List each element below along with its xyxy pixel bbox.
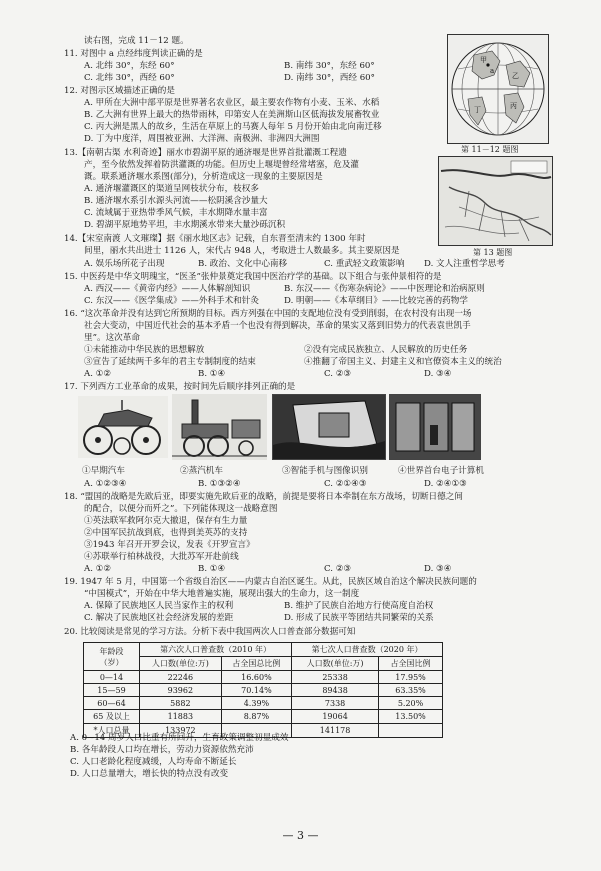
row-age: 0—14 — [84, 671, 140, 684]
subheader-pct-2020: 占全国比例 — [379, 657, 443, 671]
q17-picture-label-1: ①早期汽车 — [82, 466, 125, 476]
early-car-picture — [78, 396, 168, 458]
q11-option-c: C. 北纬 30°，西经 60° — [84, 73, 175, 83]
q15-option-b: B. 东汉——《伤寒杂病论》——中医理论和治病原则 — [284, 284, 485, 294]
q14-line1: 14.【宋室南渡 人文璀璨】据《丽水地区志》记载，自东晋至清末约 1300 年时 — [64, 234, 366, 244]
q18-option-b: B. ①④ — [198, 564, 226, 574]
q16-item-4: ④推翻了帝国主义、封建主义和官僚资本主义的统治 — [304, 357, 502, 367]
row-age: 15—59 — [84, 684, 140, 697]
q14-line2: 间里，丽水共出进士 1126 人，宋代占 948 人，考取进士人数最多。其主要原因是 — [84, 246, 400, 256]
globe-label-a: a — [490, 67, 495, 75]
q15-stem: 15. 中医药是中华文明瑰宝，“医圣”张仲景奠定我国中医治疗学的基础。以下组合与张仲景相符的是 — [64, 272, 442, 282]
row-age: 65 及以上 — [84, 710, 140, 724]
q19-option-c: C. 解决了民族地区社会经济发展的差距 — [84, 613, 234, 623]
q16-item-1: ①未能推动中华民族的思想解放 — [84, 345, 205, 355]
subheader-pop-2010: 人口数(单位:万) — [139, 657, 221, 671]
q17-picture-label-4: ④世界首台电子计算机 — [398, 466, 484, 476]
q12-option-b: B. 乙大洲有世界上最大的热带雨林，印第安人在美洲斯山区低海拔发展畜牧业 — [84, 110, 380, 120]
table-row — [84, 697, 443, 710]
row-pct-2020: 17.95% — [379, 671, 443, 684]
q20-stem: 20. 比较阅读是常见的学习方法。分析下表中我国两次人口普查部分数据可知 — [64, 627, 356, 637]
q12-option-a: A. 甲所在大洲中部平原是世界著名农业区，最主要农作物有小麦、玉米、水稻 — [84, 98, 380, 108]
q12-stem: 12. 对图示区域描述正确的是 — [64, 86, 175, 96]
q16-option-b: B. ①④ — [198, 369, 226, 379]
water-system-map-icon — [439, 157, 552, 245]
row-pct-2020: 13.50% — [379, 710, 443, 724]
table-header-row — [84, 643, 443, 657]
q13-line3: 溉。联系通济堰水系图(部分)，分析造成这一现象的主要原因是 — [84, 172, 323, 182]
page-number: — 3 — — [282, 829, 319, 842]
row-pop-2020: 141178 — [292, 724, 379, 738]
header-age — [84, 643, 140, 671]
q13-option-b: B. 通济堰水系引水源头河流——松阴溪含沙量大 — [84, 196, 268, 206]
q12-option-d: D. 丁为中度洋，周围被亚洲、大洋洲、南极洲、非洲四大洲围 — [84, 134, 320, 144]
q15-option-c: C. 东汉——《医学集成》——外科手术和针灸 — [84, 296, 260, 306]
q18-item-2: ②中国军民抗战到底，也得到美英苏的支持 — [84, 528, 248, 538]
population-census-table — [83, 642, 443, 738]
row-pct-2020 — [379, 724, 443, 738]
q17-stem: 17. 下列西方工业革命的成果，按时间先后顺序排列正确的是 — [64, 382, 296, 392]
intro-text: 读右图，完成 11－12 题。 — [84, 36, 189, 46]
steam-locomotive-picture — [172, 394, 267, 460]
globe-map-figure — [447, 34, 549, 144]
q17-option-b: B. ①③②④ — [198, 479, 241, 489]
early-car-icon — [78, 396, 168, 458]
table-row — [84, 684, 443, 697]
row-pct-2020: 5.20% — [379, 697, 443, 710]
header-age-unit: （岁） — [99, 657, 124, 667]
globe-map-icon — [448, 35, 548, 143]
globe-label-bing: 丙 — [510, 102, 517, 110]
q14-option-b: B. 政治、文化中心南移 — [198, 259, 288, 269]
q13-option-c: C. 流域属于亚热带季风气候，丰水期降水量丰富 — [84, 208, 268, 218]
q12-option-c: C. 丙大洲是黑人的故乡，生活在草原上的马赛人每年 5 月份开始由北向南迁移 — [84, 122, 382, 132]
q13-line2: 产，至今依然发挥着防洪灌溉的功能。但历史上堰堤曾经常堵塞，危及灌 — [84, 160, 360, 170]
q11-stem: 11. 对图中 a 点经纬度判读正确的是 — [64, 49, 203, 59]
q18-option-c: C. ②③ — [324, 564, 352, 574]
q18-item-3: ③1943 年召开开罗会议，发表《开罗宣言》 — [84, 540, 255, 550]
row-pop-2020: 89438 — [292, 684, 379, 697]
q20-option-a: A. 0~14 周岁人口比重有所回升，生育政策调整初显成效 — [70, 733, 289, 743]
q16-item-3: ③宣告了延续两千多年的君主专制制度的结束 — [84, 357, 256, 367]
q18-option-a: A. ①② — [84, 564, 112, 574]
q14-option-a: A. 娱乐场所花子出现 — [84, 259, 165, 269]
q20-option-d: D. 人口总量增大，增长快的特点没有改变 — [70, 769, 229, 779]
row-pop-2020: 25338 — [292, 671, 379, 684]
q15-option-a: A. 西汉——《黄帝内经》——人体解剖知识 — [84, 284, 251, 294]
q18-item-1: ①英法联军救阿尔克大撤退，保存有生力量 — [84, 516, 248, 526]
q17-option-c: C. ②①④③ — [324, 479, 367, 489]
q18-line2: 的配合，以便分而歼之”。下列能体现这一战略意图 — [84, 504, 278, 514]
q16-item-2: ②没有完成民族独立、人民解放的历史任务 — [304, 345, 468, 355]
q19-line1: 19. 1947 年 5 月，中国第一个省级自治区——内蒙古自治区诞生。从此，民族区域自治这个解决民族问题的 — [64, 577, 477, 587]
row-pop-2010: 93962 — [139, 684, 221, 697]
row-pop-2010: 22246 — [139, 671, 221, 684]
fig13-caption: 第 13 题图 — [473, 248, 513, 257]
q11-option-a: A. 北纬 30°，东经 60° — [84, 61, 175, 71]
first-computer-picture — [389, 394, 481, 460]
globe-label-yi: 乙 — [512, 72, 519, 80]
q14-option-d: D. 文人注重哲学思考 — [424, 259, 505, 269]
q17-option-d: D. ②④①③ — [424, 479, 467, 489]
q17-picture-label-2: ②蒸汽机车 — [180, 466, 223, 476]
header-age-label: 年龄段 — [99, 646, 124, 656]
q18-option-d: D. ③④ — [424, 564, 452, 574]
row-pct-2010: 8.87% — [221, 710, 291, 724]
q13-line1: 13.【南朝古渠 水利奇迹】丽水市碧湖平原的通济堰是世界首批灌溉工程遗 — [64, 148, 347, 158]
q19-option-b: B. 维护了民族自治地方行使高度自治权 — [284, 601, 434, 611]
smartphone-icon — [273, 395, 385, 459]
q15-option-d: D. 明朝——《本草纲目》——比较完善的药物学 — [284, 296, 468, 306]
water-system-figure — [438, 156, 553, 246]
row-pop-2020: 7338 — [292, 697, 379, 710]
q13-option-d: D. 碧湖平原地势平坦，丰水期溪水带来大量沙砾沉积 — [84, 220, 286, 230]
header-2020: 第七次人口普查数（2020 年） — [292, 643, 443, 657]
row-pop-2010: 11883 — [139, 710, 221, 724]
row-pop-2010: 5882 — [139, 697, 221, 710]
fig1112-caption: 第 11－12 题图 — [461, 145, 519, 154]
q14-option-c: C. 重武轻文政策影响 — [324, 259, 405, 269]
q11-option-b: B. 南纬 30°，东经 60° — [284, 61, 375, 71]
q20-option-b: B. 各年龄段人口均在增长，劳动力资源依然充沛 — [70, 745, 254, 755]
q18-line1: 18. “盟国的战略是先欧后亚，即要实施先欧后亚的战略，前提是要将日本牵制在东方战场，切断日德之间 — [64, 492, 463, 502]
q16-option-d: D. ③④ — [424, 369, 452, 379]
subheader-pct-2010: 占全国总比例 — [221, 657, 291, 671]
table-row — [84, 671, 443, 684]
q17-picture-label-3: ③智能手机与图像识别 — [282, 466, 368, 476]
computer-icon — [390, 395, 480, 459]
q16-line1: 16. “这次革命并没有达到它所预期的目标。西方列强在中国的支配地位没有受到削弱，在农村没有出现一场 — [64, 309, 472, 319]
q16-option-a: A. ①② — [84, 369, 112, 379]
row-pop-2010: 133972 — [139, 724, 221, 738]
steam-locomotive-icon — [172, 394, 267, 460]
q19-line2: “中国模式”，开始在中华大地普遍实施，展现出强大的生命力，这一制度 — [84, 589, 360, 599]
globe-label-jia: 甲 — [480, 56, 487, 64]
q19-option-a: A. 保障了民族地区人民当家作主的权利 — [84, 601, 234, 611]
row-pct-2020: 63.35% — [379, 684, 443, 697]
globe-label-ding: 丁 — [474, 106, 481, 114]
q20-option-c: C. 人口老龄化程度减缓，人均寿命不断延长 — [70, 757, 237, 767]
row-pct-2010: 16.60% — [221, 671, 291, 684]
q13-option-a: A. 通济堰灌溉区的渠道呈网枝状分布，枝权多 — [84, 184, 259, 194]
row-pop-2020: 19064 — [292, 710, 379, 724]
row-age: 60—64 — [84, 697, 140, 710]
table-row — [84, 710, 443, 724]
subheader-pop-2020: 人口数(单位:万) — [292, 657, 379, 671]
header-2010: 第六次人口普查数（2010 年） — [139, 643, 291, 657]
q16-line3: 里”。这次革命 — [84, 333, 140, 343]
q18-item-4: ④苏联举行柏林战役，大批苏军开赴前线 — [84, 552, 239, 562]
q16-line2: 社会大变动，中国近代社会的基本矛盾一个也没有得到解决，革命的果实又落到旧势力的代表袁世凯手 — [84, 321, 471, 331]
q17-option-a: A. ①②③④ — [84, 479, 127, 489]
q19-option-d: D. 形成了民族平等团结共同繁荣的关系 — [284, 613, 434, 623]
row-pct-2010: 70.14% — [221, 684, 291, 697]
row-age: *人口总量 — [84, 724, 140, 738]
q16-option-c: C. ②③ — [324, 369, 352, 379]
smartphone-recognition-picture — [272, 394, 386, 460]
row-pct-2010: 4.39% — [221, 697, 291, 710]
q11-option-d: D. 南纬 30°，西经 60° — [284, 73, 375, 83]
